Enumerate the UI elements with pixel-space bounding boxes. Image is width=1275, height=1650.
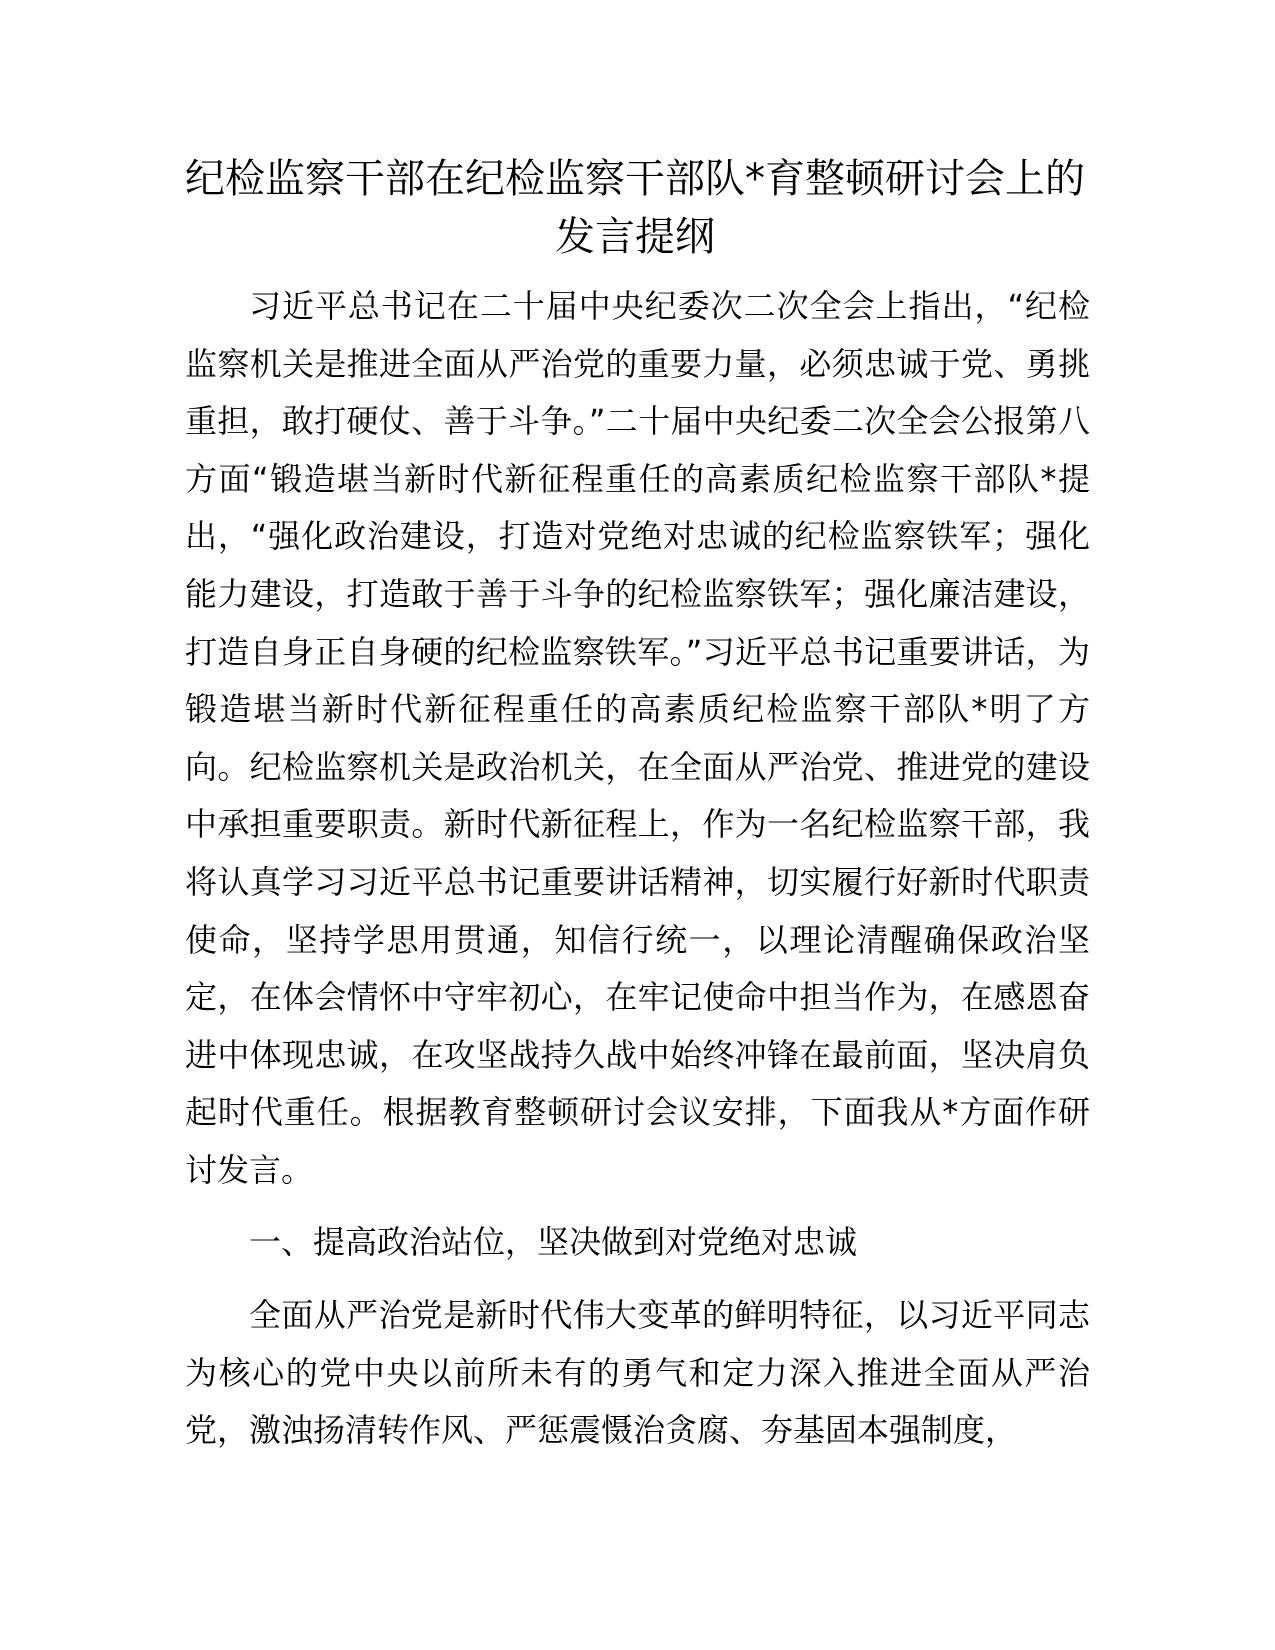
section-paragraph: 全面从严治党是新时代伟大变革的鲜明特征，以习近平同志为核心的党中央以前所未有的勇气和定力深入推进全面从严治党，激浊扬清转作风、严惩震慑治贪腐、夯基固本强制度， <box>185 1296 1090 1450</box>
intro-paragraph: 习近平总书记在二十届中央纪委次二次全会上指出，“纪检监察机关是推进全面从严治党的重要力量，必须忠诚于党、勇挑重担，敢打硬仗、善于斗争。”二十届中央纪委二次全会公报第八方面“锻造堪当新时代新征程重任的高素质纪检监察干部队*提出，“强化政治建设，打造对党绝对忠诚的纪检监察铁军；强化能力建设，打造敢于善于斗争的纪检监察铁军；强化廉洁建设，打造自身正自身硬的纪检监察铁军。”习近平总书记重要讲话，为锻造堪当新时代新征程重任的高素质纪检监察干部队*明了方向。纪检监察机关是政治机关，在全面从严治党、推进党的建设中承担重要职责。新时代新征程上，作为一名纪检监察干部，我将认真学习习近平总书记重要讲话精神，切实履行好新时代职责使命，坚持学思用贯通，知信行统一，以理论清醒确保政治坚定，在体会情怀中守牢初心，在牢记使命中担当作为，在感恩奋进中体现忠诚，在攻坚战持久战中始终冲锋在最前面，坚决肩负起时代重任。根据教育整顿研讨会议安排，下面我从*方面作研讨发言。 <box>185 287 1090 1189</box>
document-title: 纪检监察干部在纪检监察干部队*育整顿研讨会上的发言提纲 <box>185 156 1085 260</box>
section-heading: 一、提高政治站位，坚决做到对党绝对忠诚 <box>249 1222 858 1261</box>
document-body <box>185 278 1090 1460</box>
